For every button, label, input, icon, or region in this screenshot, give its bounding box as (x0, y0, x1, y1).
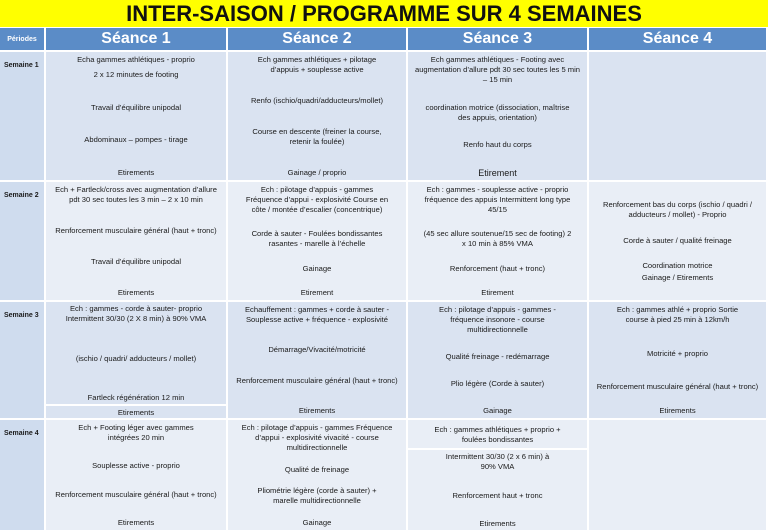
cell-line: Travail d’équilibre unipodal (90, 257, 182, 266)
cell-line: Ech : gammes athlé + proprio Sortie course à pied 25 min à 12km/h (616, 305, 739, 324)
cell-line: Echauffement : gammes + corde à sauter - Souplesse active + fréquence - explosivité (244, 305, 389, 324)
cell-line: Corde à sauter - Foulées bondissantes rasantes - marelle à l’échelle (251, 229, 383, 249)
cell-line: Abdominaux – pompes - tirage (84, 135, 188, 145)
week3-session4 (589, 302, 768, 420)
cell-line: Ech : gammes - corde à sauter- proprio Intermittent 30/30 (2 X 8 min) à 90% VMA (65, 304, 207, 323)
cell-line: Etirements (117, 288, 155, 297)
cell-line: Motricité + proprio (647, 348, 708, 358)
week2-session2 (228, 182, 408, 302)
cell-line: Ech gammes athlétiques - Footing avec augmentation d’allure pdt 30 sec toutes les 5 min – 15 min (414, 55, 581, 84)
week-label: Semaine 1 (0, 52, 46, 182)
cell-line: Ech : gammes - souplesse active - proprio fréquence des appuis Intermittent long type 45/15 (424, 185, 571, 214)
week3-session2 (228, 302, 408, 420)
header-session-2: Séance 2 (228, 28, 408, 52)
cell-bottom-block (408, 450, 587, 530)
week3-session1 (46, 302, 228, 420)
cell-line: Qualité de freinage (284, 464, 350, 474)
header-session-3: Séance 3 (408, 28, 589, 52)
week-label: Semaine 2 (0, 182, 46, 302)
week-label: Semaine 3 (0, 302, 46, 420)
cell-line: Coordination motrice (642, 261, 713, 271)
week1-session4 (589, 52, 768, 182)
cell-line: Plio légère (Corde à sauter) (450, 379, 545, 388)
cell-line: Etirements (298, 405, 336, 415)
week1-session2 (228, 52, 408, 182)
cell-line: 2 x 12 minutes de footing (93, 69, 179, 79)
week1-session3 (408, 52, 589, 182)
page-title: INTER-SAISON / PROGRAMME SUR 4 SEMAINES (0, 0, 768, 27)
cell-line: Renforcement (haut + tronc) (449, 263, 546, 273)
cell-line: Renforcement musculaire général (haut + tronc) (236, 375, 398, 385)
cell-line: Etirements (117, 517, 155, 527)
cell-line: (ischio / quadri/ adducteurs / mollet) (75, 353, 197, 363)
header-session-1: Séance 1 (46, 28, 228, 52)
cell-line: Ech gammes athlétiques + pilotage d’appuis + souplesse active (257, 55, 377, 74)
header-periods: Périodes (0, 28, 46, 52)
cell-line: Ech : pilotage d’appuis - gammes Fréquence d’appui - explosivité Course en côte / montée d’escalier (concentrique) (245, 185, 389, 214)
week2-session3 (408, 182, 589, 302)
cell-line: Gainage (302, 263, 332, 273)
cell-line: Etirements (659, 405, 696, 415)
cell-top-block (46, 302, 226, 406)
cell-line: Gainage (302, 517, 332, 527)
week3-session3 (408, 302, 589, 420)
cell-line: Souplesse active - proprio (92, 461, 180, 471)
week-label: Semaine 4 (0, 420, 46, 532)
cell-line: Etirements (117, 168, 155, 177)
week2-session4 (589, 182, 768, 302)
cell-line: Renforcement musculaire général (haut + tronc) (55, 226, 217, 235)
cell-line: Ech : pilotage d’appuis - gammes Fréquence d’appui - explosivité vivacité - course multidirectionnelle (241, 423, 393, 452)
cell-line: Renforcement musculaire général (haut + tronc) (55, 489, 217, 499)
week4-session4 (589, 420, 768, 532)
cell-line: (45 sec allure soutenue/15 sec de footing) 2 x 10 min à 85% VMA (423, 229, 572, 249)
cell-line: Renfo haut du corps (463, 140, 532, 150)
week4-session2 (228, 420, 408, 532)
cell-line: Gainage / proprio (287, 168, 347, 177)
cell-line: Renforcement bas du corps (ischio / quadri / adducteurs / mollet) - Proprio (603, 200, 752, 220)
cell-line: Ech : gammes athlétiques + proprio + foulées bondissantes (434, 424, 561, 444)
cell-line: Renforcement musculaire général (haut + tronc) (596, 382, 759, 392)
cell-line: Renforcement haut + tronc (452, 490, 543, 500)
cell-line: coordination motrice (dissociation, maîtrise des appuis, orientation) (425, 102, 570, 122)
cell-line: Ech + Fartleck/cross avec augmentation d’allure pdt 30 sec toutes les 3 min – 2 x 10 min (55, 185, 217, 204)
cell-line: Ech : pilotage d’appuis - gammes - fréquence insonore - course multidirectionnelle (439, 305, 556, 334)
cell-line: Renfo (ischio/quadri/adducteurs/mollet) (250, 96, 384, 105)
cell-line: Etirement (478, 167, 517, 178)
cell-top-block (408, 420, 587, 450)
cell-line: Etirement (300, 287, 334, 297)
cell-line: Etirements (479, 519, 516, 528)
week2-session1 (46, 182, 228, 302)
cell-line: Gainage / Etirements (641, 272, 714, 282)
program-table (0, 28, 768, 532)
week1-session1 (46, 52, 228, 182)
week4-session3 (408, 420, 589, 532)
cell-line: Ech + Footing léger avec gammes intégrées 20 min (78, 423, 194, 442)
cell-line: Démarrage/Vivacité/motricité (268, 345, 366, 355)
cell-line: Course en descente (freiner la course, retenir la foulée) (252, 127, 382, 146)
cell-line: Pliométrie légère (corde à sauter) + marelle multidirectionnelle (257, 486, 377, 506)
cell-line: Corde à sauter / qualité freinage (623, 235, 732, 245)
cell-line: Intermittent 30/30 (2 x 6 min) à 90% VMA (445, 452, 550, 471)
cell-line: Qualité freinage - redémarrage (445, 352, 550, 361)
cell-line: Travail d’équilibre unipodal (90, 102, 182, 112)
cell-line: Fartleck régénération 12 min (87, 393, 185, 402)
cell-line: Echa gammes athlétiques - proprio (77, 55, 195, 64)
cell-line: Etirements (117, 408, 155, 417)
header-session-4: Séance 4 (589, 28, 768, 52)
week4-session1 (46, 420, 228, 532)
cell-line: Etirement (481, 287, 514, 297)
cell-line: Gainage (483, 406, 512, 415)
